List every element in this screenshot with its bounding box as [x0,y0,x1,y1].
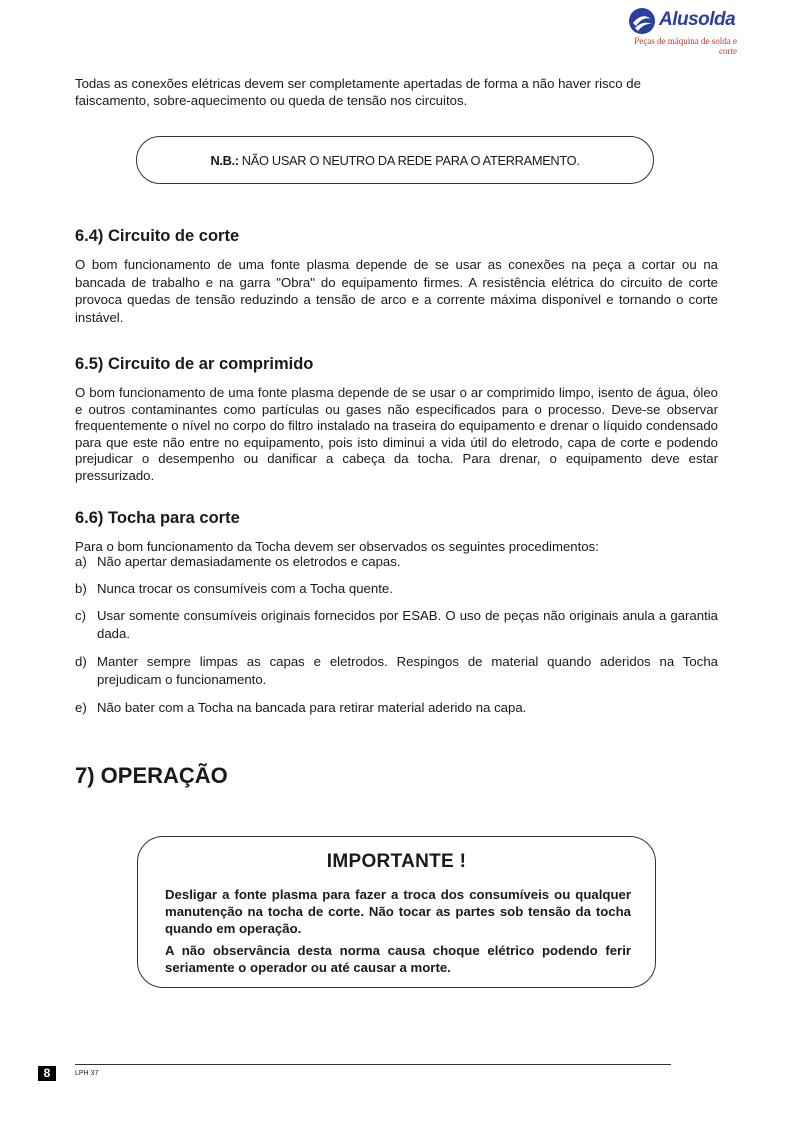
nb-text: NÃO USAR O NEUTRO DA REDE PARA O ATERRAMENTO. [241,152,580,168]
list-item [75,580,718,598]
nb-notice-box [136,136,654,184]
section-heading-6-5: 6.5) Circuito de ar comprimido [75,355,314,373]
list-item [75,699,718,717]
list-item [75,553,718,571]
list-text: Nunca trocar os consumíveis com a Tocha quente. [97,581,393,596]
alusolda-logo [625,4,737,56]
list-letter: b) [75,581,87,596]
brand-name: Alusolda [659,9,736,30]
footer-divider [75,1064,671,1065]
important-warning-box [137,836,656,988]
intro-paragraph: Todas as conexões elétricas devem ser completamente apertadas de forma a não haver risco de faiscamento, sobre-aquecimento ou queda de tensão nos circuitos. [75,76,641,108]
section-text-6-6: Para o bom funcionamento da Tocha devem ser observados os seguintes procedimentos: [75,539,599,554]
important-paragraph-2: A não observância desta norma causa choque elétrico podendo ferir seriamente o operador ou até causar a morte. [165,943,631,975]
nb-label: N.B.: [210,152,239,168]
section-text-6-4: O bom funcionamento de uma fonte plasma depende de se usar as conexões na peça a cortar ou na bancada de trabalho e na garra "Obra" do equipamento firmes. A resistência elétrica do circuito de corte provoca quedas de tensão reduzindo a tensão de arco e a corrente máxima disponível e tornando o corte instável. [75,257,718,325]
list-text: Não bater com a Tocha na bancada para retirar material aderido na capa. [97,700,527,715]
list-item [75,607,718,643]
list-text: Usar somente consumíveis originais fornecidos por ESAB. O uso de peças não originais anula a garantia dada. [97,608,718,641]
list-letter: a) [75,554,87,569]
important-paragraph-1: Desligar a fonte plasma para fazer a troca dos consumíveis ou qualquer manutenção na tocha de corte. Não tocar as partes sob tensão da tocha quando em operação. [165,887,631,936]
brand-tagline: Peças de máquina de solda e corte [634,36,737,56]
list-letter: d) [75,654,87,669]
list-item [75,653,718,689]
alusolda-swirl-icon [627,6,657,36]
list-letter: e) [75,700,87,715]
list-text: Manter sempre limpas as capas e eletrodos. Respingos de material quando aderidos na Tocha prejudicam o funcionamento. [97,654,718,687]
section-heading-6-4: 6.4) Circuito de corte [75,227,240,245]
section-text-6-5: O bom funcionamento de uma fonte plasma depende de se usar o ar comprimido limpo, isento de água, óleo e outros contaminantes como partículas ou gases não especificados para o processo. Deve-se observar frequentemente o nível no corpo do filtro instalado na traseira do equipamento e drenar o líquido condensado para que este não entre no equipamento, pois isto diminui a vida útil do eletrodo, capa de corte e podendo prejudicar o desempenho ou danificar a cabeça da tocha. Para drenar, o equipamento deve estar pressurizado. [75,385,718,483]
page-number: 8 [38,1066,56,1081]
list-text: Não apertar demasiadamente os eletrodos e capas. [97,554,401,569]
list-letter: c) [75,608,86,623]
important-title: IMPORTANTE ! [326,851,467,872]
document-code: LPH 37 [75,1070,99,1077]
section-heading-6-6: 6.6) Tocha para corte [75,509,240,527]
chapter-heading: 7) OPERAÇÃO [75,763,228,788]
